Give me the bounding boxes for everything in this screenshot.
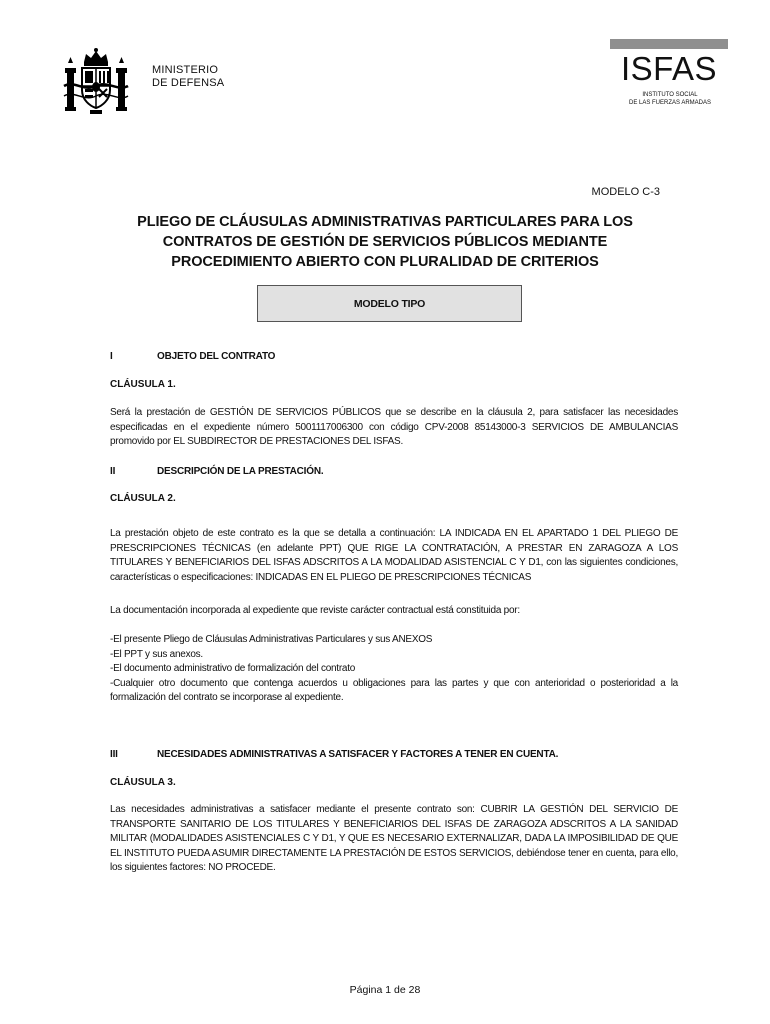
section-title: DESCRIPCIÓN DE LA PRESTACIÓN.: [157, 466, 324, 477]
clause-heading-3: CLÁUSULA 3.: [110, 777, 176, 788]
page-number: Página 1 de 28: [349, 984, 421, 996]
documentation-list: [110, 633, 678, 706]
section-number: III: [110, 749, 118, 760]
clause-1-paragraph: Será la prestación de GESTIÓN DE SERVICIOS PÚBLICOS que se describe en la cláusula 2, para satisfacer las necesidades especificadas en el expediente número 5001117006300 con código CPV-2008 85143000-3 SERVICIOS DE AMBULANCIAS promovido por EL SUBDIRECTOR DE PRESTACIONES DEL ISFAS.: [110, 407, 678, 448]
isfas-subtitle: [600, 91, 740, 107]
title-line-1: PLIEGO DE CLÁUSULAS ADMINISTRATIVAS PARTICULARES PARA LOS: [137, 214, 633, 230]
title-line-2: CONTRATOS DE GESTIÓN DE SERVICIOS PÚBLICOS MEDIANTE: [162, 234, 608, 250]
model-code: MODELO C-3: [591, 186, 660, 198]
clause-2-paragraph: La prestación objeto de este contrato es la que se detalla a continuación: LA INDICADA EN EL APARTADO 1 DEL PLIEGO DE PRESCRIPCIONES TÉCNICAS (en adelante PPT) QUE RIGE LA CONTRATACIÓN, A PRESTAR EN ZARAGOZA A LOS TITULARES Y BENEFICIARIOS DEL ISFAS ADSCRITOS A LA MODALIDAD ASISTENCIAL C Y D1, con las siguientes condiciones, características o especificaciones: INDICADAS EN EL PLIEGO DE PRESCRIPCIONES TÉCNICAS: [110, 528, 678, 583]
isfas-logo-bar: [610, 39, 728, 49]
isfas-subtitle-line-2: DE LAS FUERZAS ARMADAS: [628, 100, 712, 106]
section-heading-3: [110, 749, 690, 763]
isfas-subtitle-line-1: INSTITUTO SOCIAL: [642, 92, 698, 98]
ministry-line-2: DE DEFENSA: [152, 77, 225, 89]
list-item: -El documento administrativo de formalización del contrato: [110, 663, 356, 675]
list-item: -El PPT y sus anexos.: [110, 648, 203, 660]
section-title: OBJETO DEL CONTRATO: [157, 351, 276, 362]
spanish-coat-of-arms-icon: [62, 46, 130, 118]
clause-heading-1: CLÁUSULA 1.: [110, 379, 176, 390]
section-number: II: [110, 466, 116, 477]
clause-heading-2: CLÁUSULA 2.: [110, 493, 176, 504]
ministry-name: [152, 64, 224, 90]
section-title: NECESIDADES ADMINISTRATIVAS A SATISFACER Y FACTORES A TENER EN CUENTA.: [157, 749, 559, 760]
document-title: [90, 212, 680, 272]
list-item: -El presente Pliego de Cláusulas Administrativas Particulares y sus ANEXOS: [110, 634, 433, 645]
section-heading-2: [110, 466, 670, 480]
clause-3-paragraph: Las necesidades administrativas a satisfacer mediante el presente contrato son: CUBRIR LA GESTIÓN DEL SERVICIO DE TRANSPORTE SANITARIO DE LOS TITULARES Y BENEFICIARIOS DEL ISFAS DE ZARAGOZA ADSCRITOS A LA SANIDAD MILITAR (MODALIDADES ASISTENCIALES C Y D1, Y QUE ES NECESARIO EXTERNALIZAR, DADA LA IMPOSIBILIDAD DE QUE EL INSTITUTO PUEDA ASUMIR DIRECTAMENTE LA PRESTACIÓN DE ESTOS SERVICIOS, debiéndose tener en cuenta, para ello, los siguientes factores: NO PROCEDE.: [110, 804, 678, 874]
list-item: -Cualquier otro documento que contenga acuerdos u obligaciones para las partes y que con anterioridad o posterioridad a la formalización del contrato se incorporase al expediente.: [110, 677, 678, 704]
section-number: I: [110, 351, 113, 362]
model-type-box: MODELO TIPO: [257, 285, 522, 322]
title-line-3: PROCEDIMIENTO ABIERTO CON PLURALIDAD DE CRITERIOS: [171, 254, 599, 270]
documentation-intro: La documentación incorporada al expediente que reviste carácter contractual está constituida por:: [110, 605, 520, 616]
isfas-logo: ISFAS: [620, 50, 718, 87]
ministry-line-1: MINISTERIO: [152, 64, 219, 76]
section-heading-1: [110, 351, 670, 365]
